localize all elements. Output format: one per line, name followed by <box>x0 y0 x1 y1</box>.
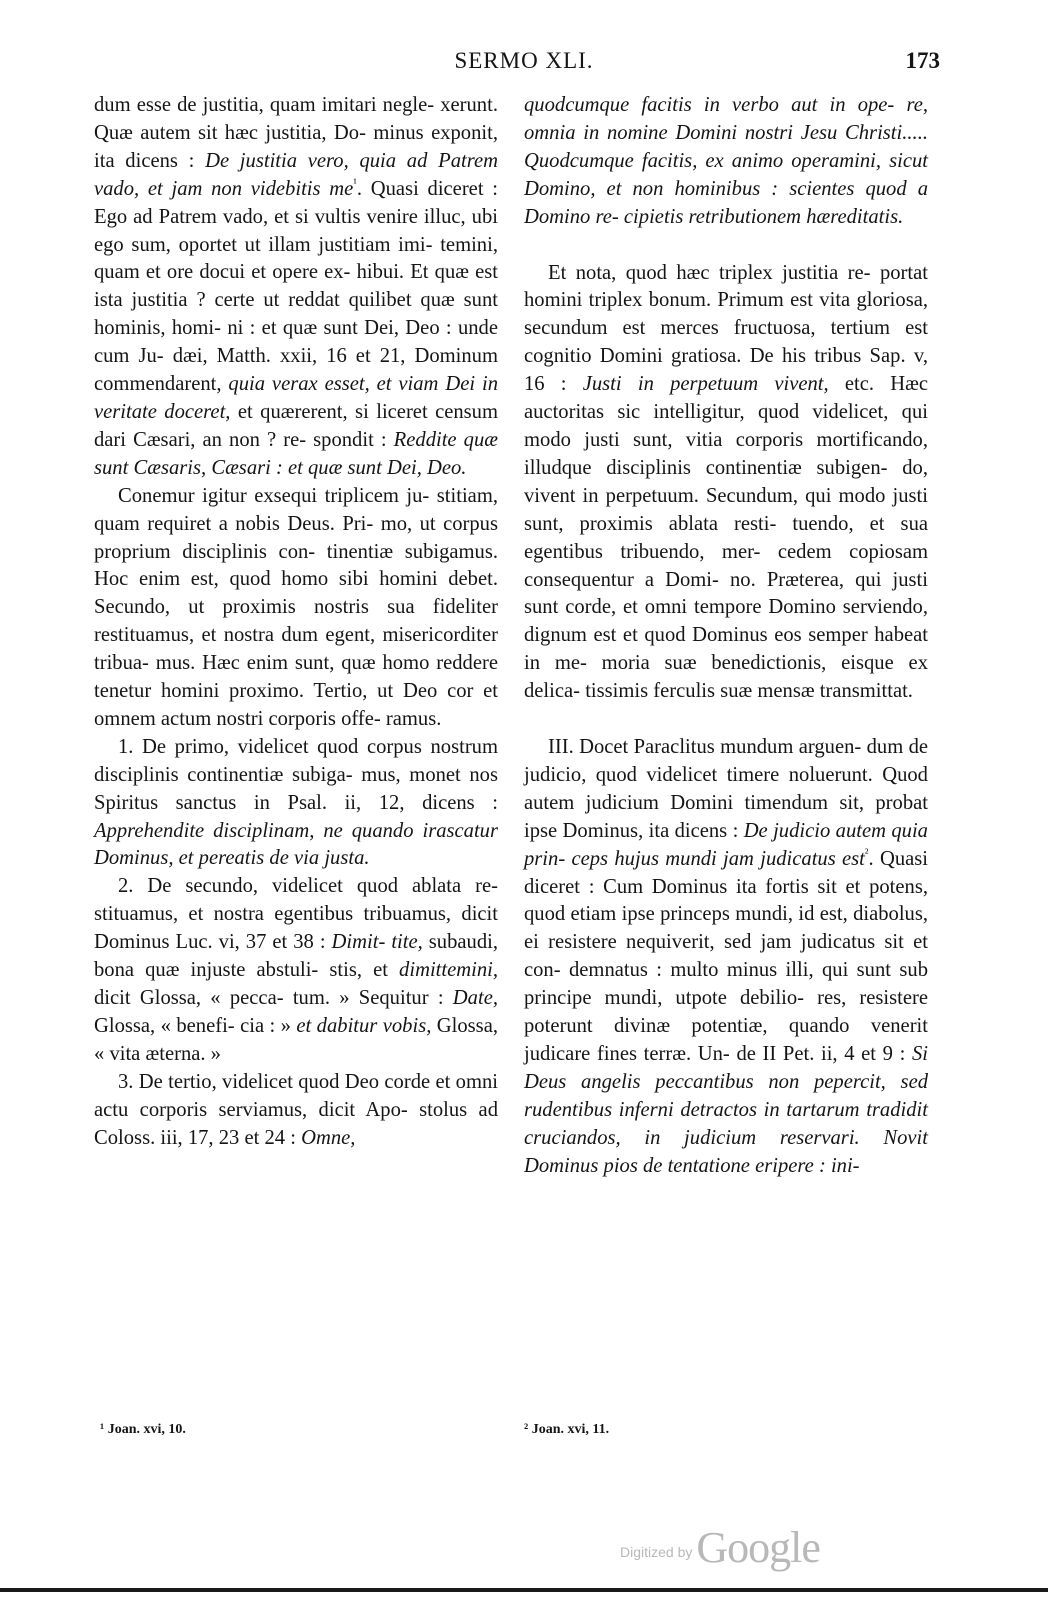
paragraph-point-2: 2. De secundo, videlicet quod ablata re- stituamus, et nostra egentibus tribuamus, dicit Dominus Luc. vi, 37 et 38 : Dimit- tite, subaudi, bona quæ injuste abstuli- stis, et dimittemini, dicit Glossa, « pecca- tum. » Sequitur : Date, Glossa, « benefi- cia : » et dabitur vobis, Glossa, « vita æterna. » <box>94 875 499 1065</box>
google-logo: Google <box>696 1523 820 1572</box>
paragraph-point-3: 3. De tertio, videlicet quod Deo corde et omni actu corporis serviamus, dicit Apo- stolus ad Coloss. iii, 17, 23 et 24 : Omne, <box>94 1070 498 1149</box>
paragraph-point-1: 1. De primo, videlicet quod corpus nostrum disciplinis continentiæ subiga- mus, monet nos Spiritus sanctus in Psal. ii, 12, dicens : Apprehendite disciplinam, ne quando irascatur Dominus, et pereatis de via justa. <box>94 735 498 870</box>
footnote-marker: ¹ <box>353 175 357 190</box>
paragraph-triple-justice: Conemur igitur exsequi triplicem ju- stitiam, quam requiret a nobis Deus. Pri- mo, ut corpus proprium disciplinis con- tinentiæ subigamus. Hoc enim est, quod homo sibi homini debet. Secundo, ut proximis nostris sua fideliter restituamus, et nostra dum egent, misericorditer tribua- mus. Hæc enim sunt, quæ homo reddere tenetur homini proximo. Tertio, ut Deo cor et omnem actum nostri corporis offe- ramus. <box>94 484 499 730</box>
paragraph-triple-good: Et nota, quod hæc triplex justitia re- portat homini triplex bonum. Primum est vita gloriosa, secundum est merces fructuosa, tertium est cognitio Domini gratiosa. De his tribus Sap. v, 16 : Justi in perpetuum vivent, etc. Hæc auctoritas sic intelligitur, quod videlicet, qui modo justi sunt, vitia corporis mortificando, illudque disciplinis continentiæ subigen- do, vivent in perpetuum. Secundum, qui modo justi sunt, proximis ablata resti- tuendo, et sua egentibus tribuendo, mer- cedem copiosam consequentur a Domi- no. Præterea, qui justi sunt corde, et omni tempore Domino serviendo, dignum est et quod Dominus eos semper habeat in me- moria suæ benedictionis, eisque ex delica- tissimis ferculis suæ mensæ transmittat. <box>524 261 929 703</box>
page-number: 173 <box>905 48 940 73</box>
paragraph-section-iii: III. Docet Paraclitus mundum arguen- dum de judicio, quod videlicet timere noluerunt. Quod autem judicium Domini timendum sit, probat ipse Dominus, ita dicens : De judicio autem quia prin- ceps hujus mundi jam judicatus est$^{^2}$. Quasi diceret : Cum Dominus ita fortis sit et potens, quod etiam ipse princeps mundi, id est, diabolus, ei resistere nequiverit, sed jam judicatus sit et con- demnatus : multo minus illi, qui sunt sub principe mundi, utpote debilio- res, resistere poterunt divinæ potentiæ, quando venerit judicare fines terræ. Un- de II Pet. ii, 4 et 9 : Si Deus angelis peccantibus non pepercit, sed rudentibus inferni detractos in tartarum tradidit cruciandos, in judicium reservari. Novit Dominus pios de tentatione eripere : ini- <box>524 736 929 1177</box>
right-column <box>524 92 928 1181</box>
left-column <box>94 92 498 1152</box>
google-watermark <box>620 1512 820 1572</box>
footnote-2: ² Joan. xvi, 11. <box>524 1422 610 1437</box>
footnote-marker: ² <box>864 845 869 860</box>
watermark-prefix: Digitized by <box>620 1544 693 1560</box>
page-title: SERMO XLI. <box>454 48 594 73</box>
footnote-1: ¹ Joan. xvi, 10. <box>100 1422 186 1437</box>
bottom-border <box>0 1588 1048 1592</box>
paragraph-intro: dum esse de justitia, quam imitari negle- xerunt. Quæ autem sit hæc justitia, Do- minus exponit, ita dicens : De justitia vero, quia ad Patrem vado, et jam non videbitis $me^{^1}$. Quasi diceret : Ego ad Patrem vado, et si vultis venire illuc, ubi ego sum, oportet ut illam justitiam imi- temini, quam et ore docui et opere ex- hibui. Et quæ est ista justitia ? certe ut reddat quilibet quæ sunt hominis, homi- ni : et quæ sunt Dei, Deo : unde cum Ju- dæi, Matth. xxii, 16 et 21, Dominum commendarent, quia verax esset, et viam Dei in veritate doceret, et quærerent, si liceret censum dari Cæsari, an non ? re- spondit : Reddite quæ sunt Cæsaris, Cæsari : et quæ sunt Dei, Deo. <box>94 94 498 479</box>
paragraph-quotation: quodcumque facitis in verbo aut in ope- re, omnia in nomine Domini nostri Jesu Christi..... Quodcumque facitis, ex animo operamini, sicut Domino, et non hominibus : scientes quod a Domino re- cipietis retributionem hæreditatis. <box>524 94 928 228</box>
